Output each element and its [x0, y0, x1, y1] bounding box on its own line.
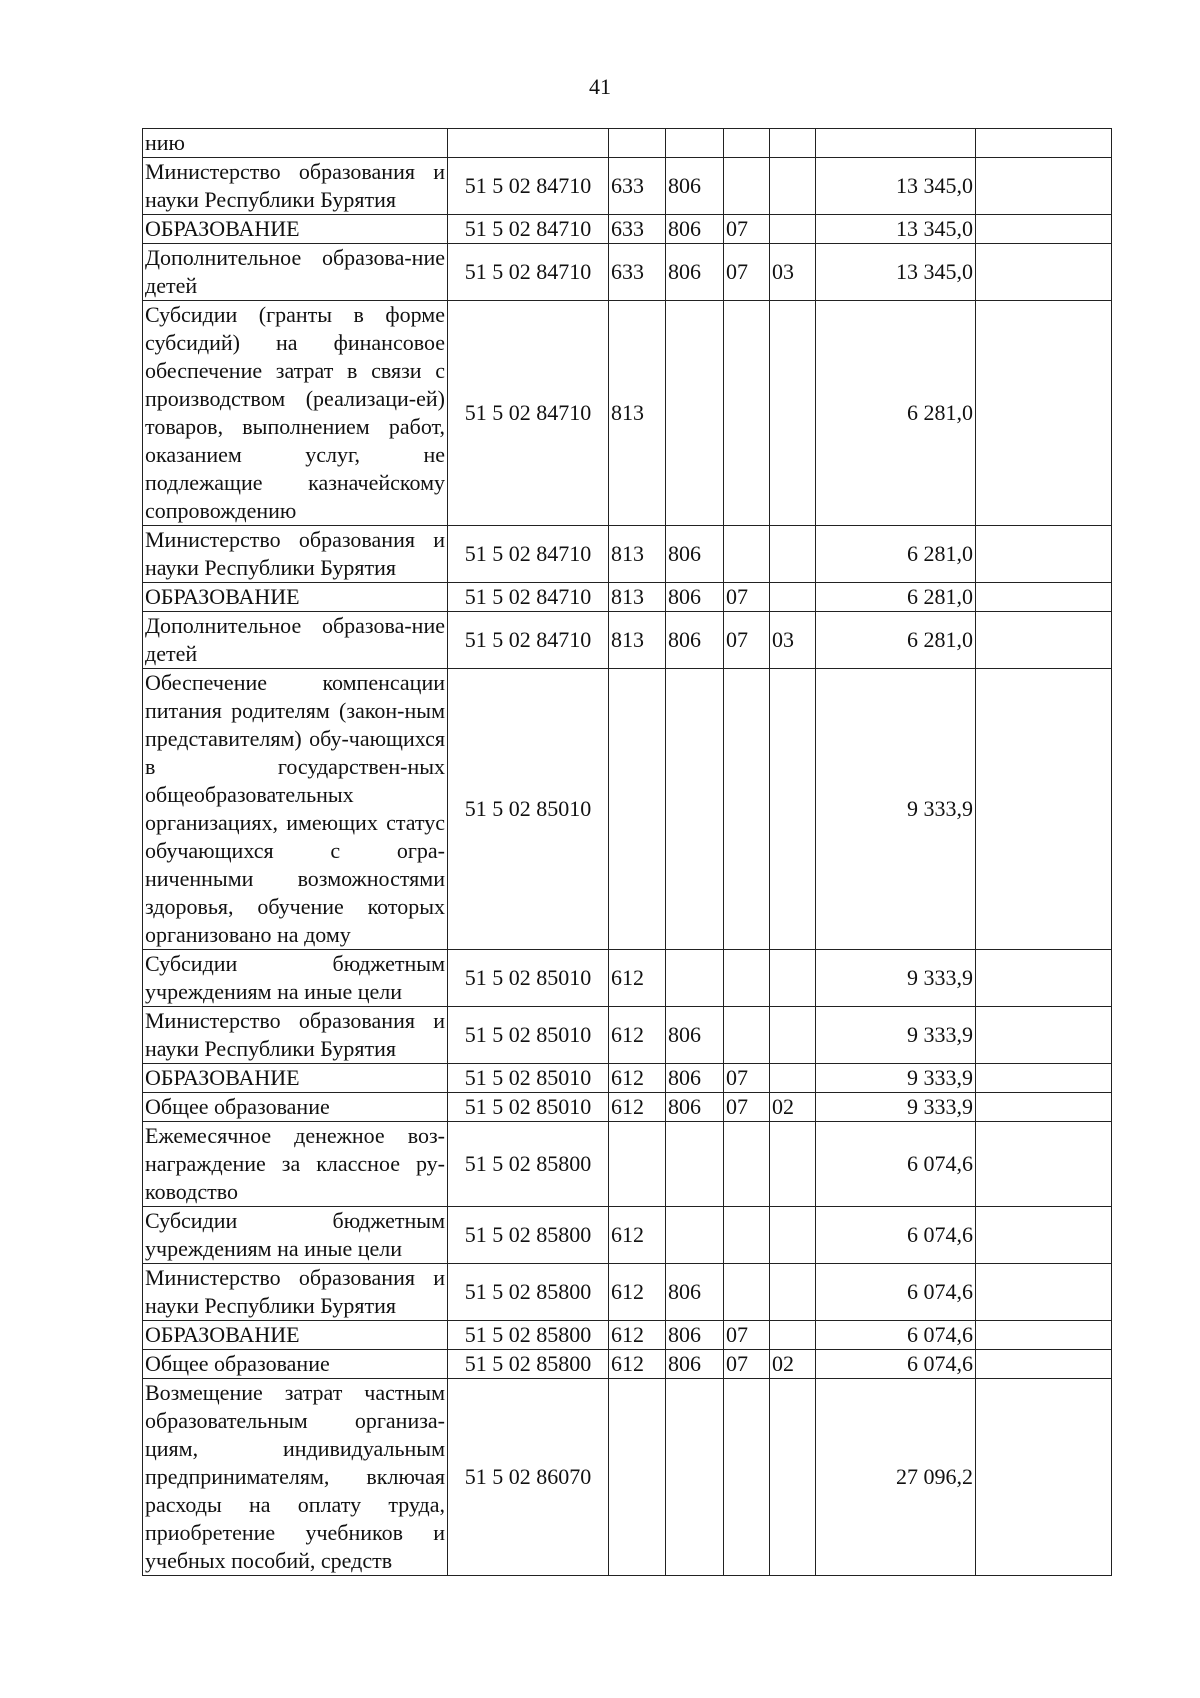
row-grbs-cell	[666, 301, 724, 526]
row-pr-cell	[770, 526, 816, 583]
row-code-cell: 51 5 02 84710	[448, 215, 609, 244]
row-name-cell: Субсидии (гранты в форме субсидий) на финансовое обеспечение затрат в связи с производством (реализаци-ей) товаров, выполнением работ, оказанием услуг, не подлежащие казначейскому сопровождению	[143, 301, 448, 526]
row-vr-cell: 612	[609, 1350, 666, 1379]
table-row	[143, 215, 1112, 244]
table-row	[143, 1350, 1112, 1379]
row-pr-cell	[770, 1264, 816, 1321]
row-extra-cell	[976, 129, 1112, 158]
row-sum-cell	[816, 129, 976, 158]
row-extra-cell	[976, 1321, 1112, 1350]
row-pr-cell	[770, 1007, 816, 1064]
table-row	[143, 669, 1112, 950]
row-rz-cell: 07	[724, 1064, 770, 1093]
row-rz-cell	[724, 1122, 770, 1207]
row-vr-cell: 813	[609, 583, 666, 612]
row-vr-cell	[609, 1122, 666, 1207]
row-rz-cell	[724, 301, 770, 526]
row-rz-cell	[724, 526, 770, 583]
table-row	[143, 301, 1112, 526]
row-vr-cell: 612	[609, 1093, 666, 1122]
row-sum-cell: 6 074,6	[816, 1264, 976, 1321]
row-extra-cell	[976, 1093, 1112, 1122]
row-rz-cell: 07	[724, 1350, 770, 1379]
row-sum-cell: 6 074,6	[816, 1350, 976, 1379]
row-rz-cell: 07	[724, 215, 770, 244]
row-code-cell: 51 5 02 85010	[448, 669, 609, 950]
row-extra-cell	[976, 244, 1112, 301]
row-code-cell: 51 5 02 85010	[448, 1007, 609, 1064]
row-vr-cell: 612	[609, 1207, 666, 1264]
row-extra-cell	[976, 158, 1112, 215]
row-vr-cell	[609, 129, 666, 158]
row-name-cell: Дополнительное образова-ние детей	[143, 244, 448, 301]
row-code-cell: 51 5 02 84710	[448, 612, 609, 669]
row-vr-cell: 612	[609, 1064, 666, 1093]
row-grbs-cell: 806	[666, 1064, 724, 1093]
row-rz-cell	[724, 129, 770, 158]
table-row	[143, 1064, 1112, 1093]
row-grbs-cell	[666, 669, 724, 950]
row-extra-cell	[976, 1007, 1112, 1064]
row-name-cell: Субсидии бюджетным учреждениям на иные цели	[143, 950, 448, 1007]
row-grbs-cell: 806	[666, 583, 724, 612]
row-grbs-cell: 806	[666, 1093, 724, 1122]
row-pr-cell	[770, 1321, 816, 1350]
row-sum-cell: 27 096,2	[816, 1379, 976, 1576]
row-code-cell: 51 5 02 85010	[448, 1093, 609, 1122]
row-pr-cell	[770, 669, 816, 950]
row-extra-cell	[976, 612, 1112, 669]
row-vr-cell: 813	[609, 526, 666, 583]
row-sum-cell: 9 333,9	[816, 1064, 976, 1093]
row-vr-cell: 813	[609, 612, 666, 669]
row-vr-cell: 612	[609, 1321, 666, 1350]
row-grbs-cell	[666, 950, 724, 1007]
row-code-cell: 51 5 02 85010	[448, 950, 609, 1007]
row-sum-cell: 9 333,9	[816, 1093, 976, 1122]
row-vr-cell: 612	[609, 1264, 666, 1321]
row-name-cell: Министерство образования и науки Республики Бурятия	[143, 526, 448, 583]
row-sum-cell: 13 345,0	[816, 215, 976, 244]
row-extra-cell	[976, 1379, 1112, 1576]
table-row	[143, 158, 1112, 215]
table-row	[143, 583, 1112, 612]
table-row	[143, 244, 1112, 301]
row-pr-cell	[770, 1379, 816, 1576]
row-code-cell: 51 5 02 86070	[448, 1379, 609, 1576]
row-rz-cell	[724, 1379, 770, 1576]
row-grbs-cell: 806	[666, 1264, 724, 1321]
row-grbs-cell	[666, 129, 724, 158]
row-extra-cell	[976, 1264, 1112, 1321]
row-sum-cell: 13 345,0	[816, 158, 976, 215]
row-name-cell: Дополнительное образова-ние детей	[143, 612, 448, 669]
row-code-cell: 51 5 02 84710	[448, 301, 609, 526]
row-code-cell: 51 5 02 84710	[448, 583, 609, 612]
row-extra-cell	[976, 669, 1112, 950]
budget-table-body	[143, 129, 1112, 1576]
row-pr-cell	[770, 950, 816, 1007]
budget-table	[142, 128, 1112, 1576]
row-grbs-cell	[666, 1379, 724, 1576]
row-name-cell: Общее образование	[143, 1350, 448, 1379]
row-name-cell: Ежемесячное денежное воз-награждение за классное ру-ководство	[143, 1122, 448, 1207]
row-name-cell: нию	[143, 129, 448, 158]
row-name-cell: Возмещение затрат частным образовательным организа-циям, индивидуальным предпринимателям, включая расходы на оплату труда, приобретение учебников и учебных пособий, средств	[143, 1379, 448, 1576]
row-grbs-cell	[666, 1122, 724, 1207]
row-rz-cell: 07	[724, 1321, 770, 1350]
row-sum-cell: 6 281,0	[816, 301, 976, 526]
row-sum-cell: 9 333,9	[816, 1007, 976, 1064]
row-pr-cell: 02	[770, 1093, 816, 1122]
page-number: 41	[589, 74, 611, 99]
row-code-cell: 51 5 02 85800	[448, 1350, 609, 1379]
row-sum-cell: 6 281,0	[816, 583, 976, 612]
row-pr-cell	[770, 215, 816, 244]
row-code-cell: 51 5 02 85800	[448, 1122, 609, 1207]
row-pr-cell: 02	[770, 1350, 816, 1379]
table-row	[143, 526, 1112, 583]
row-name-cell: ОБРАЗОВАНИЕ	[143, 215, 448, 244]
row-extra-cell	[976, 1122, 1112, 1207]
row-name-cell: Министерство образования и науки Республики Бурятия	[143, 1007, 448, 1064]
row-code-cell: 51 5 02 85800	[448, 1264, 609, 1321]
row-grbs-cell: 806	[666, 526, 724, 583]
row-vr-cell: 813	[609, 301, 666, 526]
row-vr-cell: 633	[609, 215, 666, 244]
row-extra-cell	[976, 950, 1112, 1007]
row-sum-cell: 9 333,9	[816, 950, 976, 1007]
table-row	[143, 1264, 1112, 1321]
row-code-cell: 51 5 02 84710	[448, 158, 609, 215]
row-grbs-cell: 806	[666, 1321, 724, 1350]
row-rz-cell	[724, 1007, 770, 1064]
row-grbs-cell	[666, 1207, 724, 1264]
row-name-cell: Министерство образования и науки Республики Бурятия	[143, 158, 448, 215]
row-extra-cell	[976, 1207, 1112, 1264]
row-name-cell: Общее образование	[143, 1093, 448, 1122]
row-extra-cell	[976, 526, 1112, 583]
row-rz-cell	[724, 669, 770, 950]
row-pr-cell	[770, 1122, 816, 1207]
row-name-cell: ОБРАЗОВАНИЕ	[143, 583, 448, 612]
row-rz-cell	[724, 950, 770, 1007]
row-code-cell: 51 5 02 85010	[448, 1064, 609, 1093]
row-vr-cell	[609, 1379, 666, 1576]
table-row	[143, 1007, 1112, 1064]
row-code-cell: 51 5 02 85800	[448, 1321, 609, 1350]
row-pr-cell	[770, 158, 816, 215]
row-vr-cell: 633	[609, 158, 666, 215]
row-pr-cell: 03	[770, 612, 816, 669]
table-row	[143, 612, 1112, 669]
table-row	[143, 1207, 1112, 1264]
row-code-cell: 51 5 02 85800	[448, 1207, 609, 1264]
row-sum-cell: 6 281,0	[816, 526, 976, 583]
row-rz-cell: 07	[724, 612, 770, 669]
row-code-cell: 51 5 02 84710	[448, 244, 609, 301]
row-extra-cell	[976, 1064, 1112, 1093]
row-grbs-cell: 806	[666, 158, 724, 215]
row-pr-cell: 03	[770, 244, 816, 301]
row-vr-cell: 612	[609, 950, 666, 1007]
row-grbs-cell: 806	[666, 1007, 724, 1064]
row-name-cell: ОБРАЗОВАНИЕ	[143, 1321, 448, 1350]
row-rz-cell	[724, 1207, 770, 1264]
row-rz-cell: 07	[724, 583, 770, 612]
row-vr-cell: 633	[609, 244, 666, 301]
row-code-cell	[448, 129, 609, 158]
table-row	[143, 1379, 1112, 1576]
row-grbs-cell: 806	[666, 612, 724, 669]
row-extra-cell	[976, 583, 1112, 612]
row-grbs-cell: 806	[666, 1350, 724, 1379]
row-sum-cell: 6 074,6	[816, 1207, 976, 1264]
row-sum-cell: 9 333,9	[816, 669, 976, 950]
row-extra-cell	[976, 215, 1112, 244]
table-row	[143, 1122, 1112, 1207]
table-row	[143, 950, 1112, 1007]
row-name-cell: ОБРАЗОВАНИЕ	[143, 1064, 448, 1093]
table-row	[143, 1093, 1112, 1122]
row-pr-cell	[770, 301, 816, 526]
row-rz-cell: 07	[724, 244, 770, 301]
row-rz-cell: 07	[724, 1093, 770, 1122]
row-name-cell: Обеспечение компенсации питания родителям (закон-ным представителям) обу-чающихся в государствен-ных общеобразовательных организациях, имеющих статус обучающихся с огра-ниченными возможностями здоровья, обучение которых организовано на дому	[143, 669, 448, 950]
row-vr-cell: 612	[609, 1007, 666, 1064]
row-rz-cell	[724, 1264, 770, 1321]
row-rz-cell	[724, 158, 770, 215]
row-pr-cell	[770, 583, 816, 612]
row-grbs-cell: 806	[666, 244, 724, 301]
row-pr-cell	[770, 1064, 816, 1093]
row-sum-cell: 6 281,0	[816, 612, 976, 669]
table-row	[143, 129, 1112, 158]
row-extra-cell	[976, 1350, 1112, 1379]
table-row	[143, 1321, 1112, 1350]
row-name-cell: Министерство образования и науки Республики Бурятия	[143, 1264, 448, 1321]
row-grbs-cell: 806	[666, 215, 724, 244]
row-code-cell: 51 5 02 84710	[448, 526, 609, 583]
row-sum-cell: 13 345,0	[816, 244, 976, 301]
row-pr-cell	[770, 129, 816, 158]
row-sum-cell: 6 074,6	[816, 1321, 976, 1350]
row-name-cell: Субсидии бюджетным учреждениям на иные цели	[143, 1207, 448, 1264]
row-extra-cell	[976, 301, 1112, 526]
row-vr-cell	[609, 669, 666, 950]
row-sum-cell: 6 074,6	[816, 1122, 976, 1207]
row-pr-cell	[770, 1207, 816, 1264]
